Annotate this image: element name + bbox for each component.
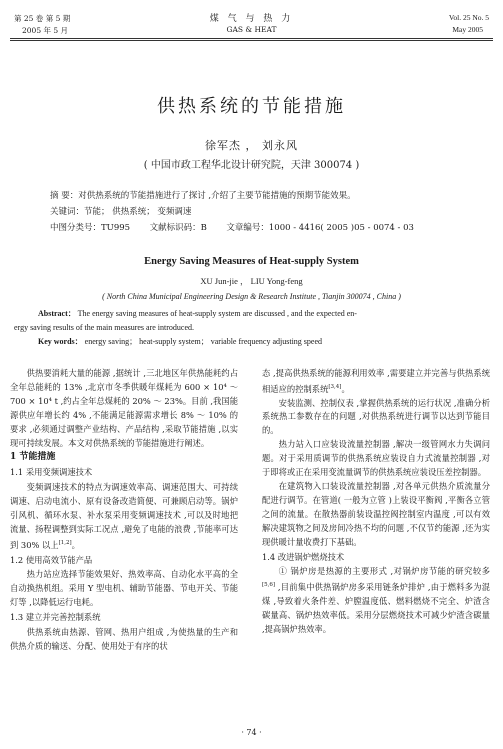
clc-value: TU995 (101, 223, 131, 233)
paragraph-monitoring: 安装监测、控制仪表 ,掌握供热系统的运行状况 ,准确分析系统热工参数存在的问题 ,对供热系统进行调节以达到节能目的。 (262, 397, 490, 436)
classification-row (50, 220, 414, 236)
intro-paragraph: 供热要消耗大量的能源 ,据统计 ,三北地区年供热能耗约占全年总能耗的 13% ,北京市冬季供暖年煤耗为 600 × 10⁴ ～ 700 × 10⁴ t ,约占全年总煤耗的 20% ～ 23%。目前 ,我国能源供应年增长约 4% ,不能满足能源需求增长 8% ～ 10% 的要求 ,必须通过调整产业结构、产品结构 ,采取节能措施 ,以实现可持续发展。本文对供热系统的节能措施进行阐述。 (10, 368, 238, 448)
clc-label: 中图分类号： (50, 223, 102, 233)
article-label: 文章编号： (226, 223, 269, 233)
volume-issue: 第 25 卷 第 5 期 (14, 14, 71, 23)
citation-1-2: [1,2] (58, 539, 72, 546)
paragraph-flow-controller: 热力站入口应装设流量控制器 ,解决一级管网水力失调问题。对于采用质调节的供热系统应装设自力式流量控制器 ,对于即将或正在采用变流量调节的供热系统应装设压差控制器。 (262, 439, 490, 478)
paragraph-1-3: 供热系统由热源、管网、热用户组成 ,为使热量的生产和供热介质的输送、分配、使用处于有序的状 (10, 627, 238, 651)
volume-issue-en: Vol. 25 No. 5 (448, 13, 489, 22)
abstract-text: 对供热系统的节能措施进行了探讨 ,介绍了主要节能措施的预期节能效果。 (78, 191, 356, 201)
journal-name-cn: 煤 气 与 热 力 (209, 14, 294, 24)
english-abstract-label: Abstract： (38, 309, 76, 318)
issue-date: 2005 年 5 月 (22, 26, 69, 35)
article-value: 1000 - 4416( 2005 )05 - 0074 - 03 (268, 223, 414, 233)
paragraph-boiler-text: ① 锅炉房是热源的主要形式 ,对锅炉房节能的研究较多 (278, 566, 490, 577)
paper-affiliation: ( 中国市政工程华北设计研究院，天津 300074 ) (143, 160, 360, 171)
english-keywords-text: energy saving； heat-supply system； variable frequency adjusting speed (84, 337, 323, 346)
paragraph-1-1-end: 。 (71, 539, 80, 550)
paragraph-continued-text: 态 ,提高供热系统的能源利用效率 ,需要建立并完善与供热系统相适应的控制系统 (262, 368, 490, 394)
page-number: · 74 · (241, 728, 262, 737)
english-abstract (14, 307, 489, 321)
header-rule-thin (10, 40, 493, 41)
subsection-heading-1-2: 1.2 使用高效节能产品 (10, 554, 93, 565)
english-authors: XU Jun-jie ， LIU Yong-feng (200, 276, 303, 286)
paragraph-building-entrance: 在建筑物入口装设流量控制器 ,对各单元供热介质流量分配进行调节。在管道( 一般为立管 )上装设平衡阀 ,平衡各立管之间的流量。在散热器前装设温控阀控制室内温度 ,可以有效解决建筑物之间及房间冷热不均的问题 ,不仅节约能源 ,还为实现供暖计量收费打下基础。 (262, 481, 490, 547)
body-column-left (10, 367, 238, 654)
paragraph-continued-end: 。 (341, 383, 350, 394)
subsection-heading-1-1: 1.1 采用变频调速技术 (10, 467, 93, 478)
paragraph-boiler-end: ,目前集中供热锅炉房多采用链条炉排炉 ,由于燃料多为混煤 ,导致着火条件差、炉膛温度低、燃料燃烧不完全、炉渣含碳量高、锅炉热效率低。采用分层燃烧技术可减少炉渣含碳量 ,提高锅炉热效率。 (262, 582, 490, 634)
chinese-abstract-block (50, 188, 414, 236)
english-keywords-label: Key words： (38, 337, 83, 346)
journal-name-en: GAS & HEAT (226, 25, 277, 34)
abstract-row (50, 188, 414, 204)
english-abstract-block (14, 307, 489, 349)
doc-value: B (200, 223, 207, 233)
paper-title: 供热系统的节能措施 (157, 96, 346, 117)
english-affiliation: ( North China Municipal Engineering Design & Research Institute , Tianjin 300074 , China ) (102, 292, 401, 301)
paragraph-1-1-text: 变频调速技术的特点为调速效率高、调速范围大、可持续调速、启动电流小、原有设备改造简便、可兼顾启动等。锅炉引风机、循环水泵、补水泵采用变频调速技术 ,可以及时地把流量、扬程调整到实际工况点 ,避免了电能的浪费 ,节能率可达到 30% 以上 (10, 482, 238, 550)
english-abstract-text-1: The energy saving measures of heat-supply system are discussed , and the expected en- (77, 309, 357, 318)
keywords-label: 关键词： (50, 207, 85, 217)
keywords-text: 节能； 供热系统； 变频调速 (84, 207, 192, 217)
citation-5-6: [5,6] (262, 582, 276, 589)
subsection-heading-1-3: 1.3 建立并完善控制系统 (10, 612, 101, 623)
english-keywords (14, 335, 489, 349)
header-rule (10, 38, 493, 39)
english-abstract-text-2: ergy saving results of the main measures are introduced. (14, 323, 195, 332)
issue-date-en: May 2005 (452, 25, 483, 34)
abstract-label: 摘 要： (50, 191, 79, 201)
citation-3-4: [3,4] (328, 383, 342, 390)
keywords-row (50, 204, 414, 220)
paragraph-1-1 (10, 481, 238, 552)
body-column-right (262, 367, 490, 637)
paragraph-1-2: 热力站应选择节能效果好、热效率高、自动化水平高的全自动换热机组。采用 Y 型电机、辅助节能器、节电开关、节能灯等 ,以降低运行电耗。 (10, 569, 238, 608)
english-title: Energy Saving Measures of Heat-supply System (144, 256, 359, 267)
paragraph-continued (262, 367, 490, 397)
paper-authors: 徐军杰 ， 刘永风 (205, 139, 298, 152)
subsection-heading-1-4: 1.4 改进锅炉燃烧技术 (262, 551, 345, 562)
doc-label: 文献标识码： (149, 223, 201, 233)
section-heading-1: 1 节能措施 (10, 452, 56, 463)
paragraph-boiler (262, 565, 490, 636)
